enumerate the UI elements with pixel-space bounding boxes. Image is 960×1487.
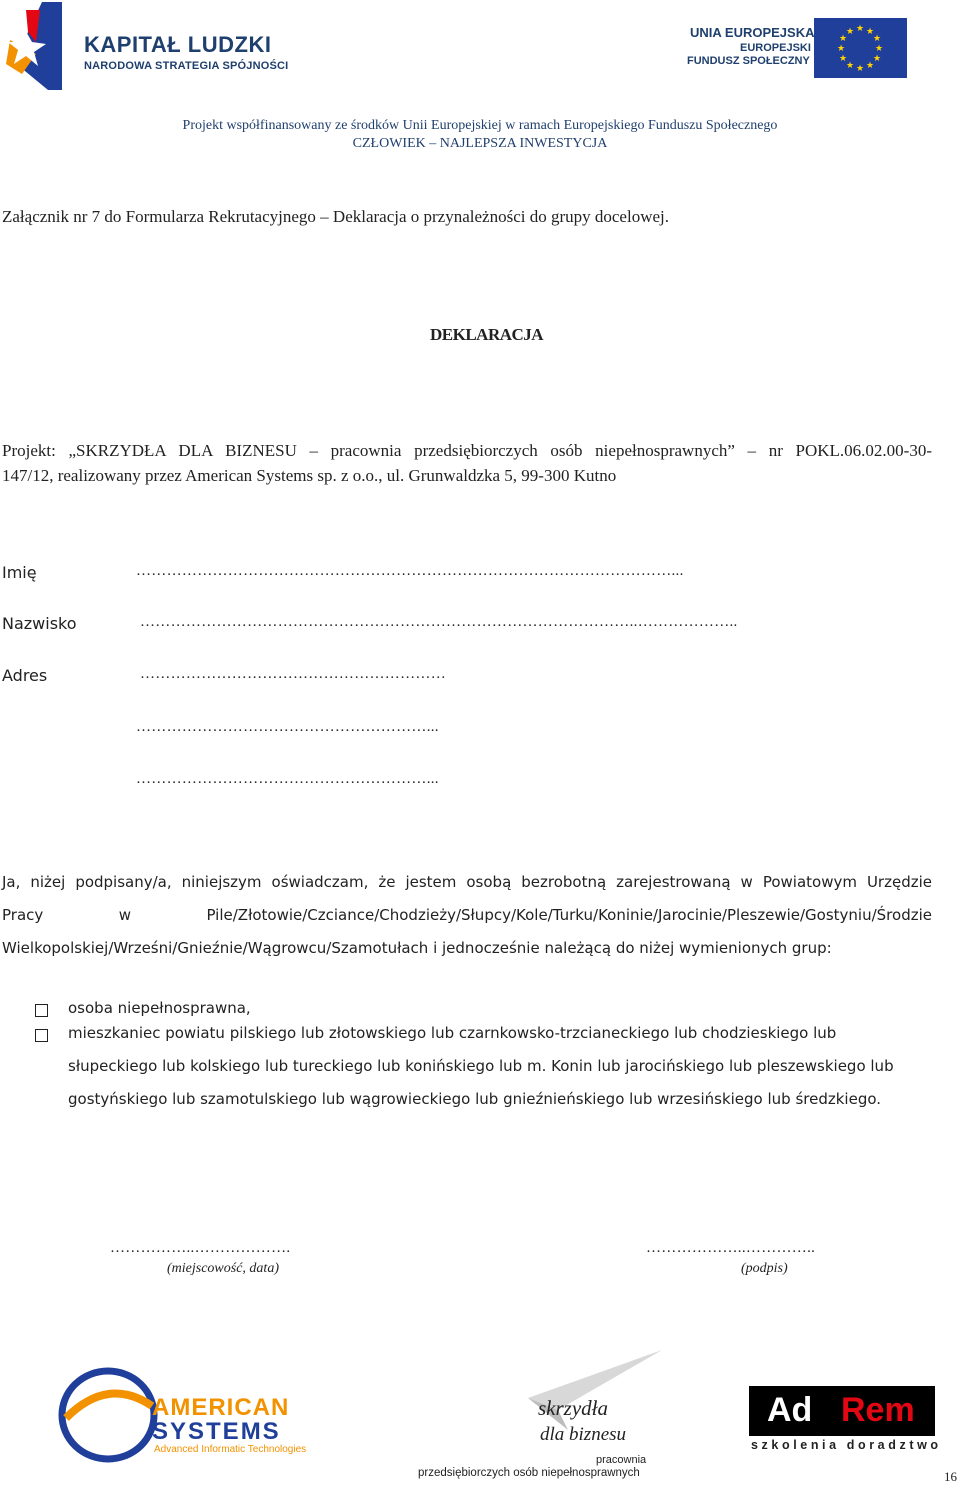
- svg-text:★: ★: [865, 27, 875, 37]
- address-field-line1[interactable]: ……………………………………………………: [140, 666, 446, 682]
- declaration-line1: Ja, niżej podpisany/a, niniejszym oświadczam, że jestem osobą bezrobotną zarejestrowaną w Powiatowym Urzędzie: [2, 873, 932, 891]
- adrem-logo: [749, 1386, 942, 1458]
- surname-field[interactable]: ……………………………………………………………………………………..………………..: [140, 614, 738, 630]
- svg-text:★: ★: [838, 34, 848, 44]
- page-number: 16: [944, 1469, 957, 1484]
- surname-label: Nazwisko: [2, 614, 77, 633]
- eu-line3: FUNDUSZ SPOŁECZNY: [687, 55, 810, 67]
- svg-text:★: ★: [836, 44, 846, 54]
- skrzydla-line4: przedsiębiorczych osób niepełnosprawnych: [418, 1467, 640, 1479]
- option-resident-label-line2: słupeckiego lub kolskiego lub tureckiego lub konińskiego lub m. Konin lub jarocińskiego lub pleszewskiego lub: [68, 1057, 894, 1075]
- option-disabled-checkbox[interactable]: [35, 1004, 48, 1017]
- option-resident-checkbox[interactable]: [35, 1029, 48, 1042]
- american-systems-name1: AMERICAN: [152, 1394, 290, 1421]
- adrem-name-rem: Rem: [841, 1391, 915, 1429]
- svg-text:★: ★: [872, 34, 882, 44]
- name-label: Imię: [2, 563, 37, 582]
- place-date-caption: (miejscowość, data): [167, 1261, 279, 1276]
- declaration-line3: Wielkopolskiej/Wrześni/Gnieźnie/Wągrowcu/Szamotułach i jednocześnie należącą do niżej wymienionych grup:: [2, 939, 832, 957]
- signature-field[interactable]: ………………..…………..: [646, 1240, 816, 1256]
- address-label: Adres: [2, 666, 48, 685]
- adrem-name-ad: Ad: [767, 1391, 822, 1429]
- american-systems-name2: SYSTEMS: [152, 1418, 281, 1445]
- globe-swoosh-icon: [58, 1366, 158, 1464]
- option-disabled-label: osoba niepełnosprawna,: [68, 999, 251, 1017]
- american-systems-logo: [58, 1366, 328, 1464]
- project-line1: Projekt: „SKRZYDŁA DLA BIZNESU – pracownia przedsiębiorczych osób niepełnosprawnych” – nr POKL.06.02.00-30-: [2, 441, 932, 460]
- skrzydla-line2: dla biznesu: [540, 1424, 627, 1445]
- kapital-ludzki-subtitle: NARODOWA STRATEGIA SPÓJNOŚCI: [84, 60, 289, 72]
- eu-line2: EUROPEJSKI: [740, 42, 811, 54]
- american-systems-tagline: Advanced Informatic Technologies: [154, 1444, 307, 1455]
- eu-line1: UNIA EUROPEJSKA: [690, 25, 815, 40]
- skrzydla-line3: pracownia: [596, 1454, 647, 1466]
- svg-text:★: ★: [838, 54, 848, 64]
- kapital-ludzki-logo: [6, 2, 86, 94]
- skrzydla-logo: [418, 1350, 668, 1482]
- eu-flag-icon: [814, 18, 907, 78]
- svg-text:★: ★: [845, 61, 855, 71]
- svg-text:★: ★: [872, 54, 882, 64]
- signature-caption: (podpis): [741, 1261, 788, 1276]
- svg-text:★: ★: [865, 61, 875, 71]
- svg-text:★: ★: [855, 24, 865, 34]
- name-field[interactable]: ……………………………………………………………………………………………...: [136, 563, 684, 579]
- adrem-tagline: szkolenia doradztwo: [751, 1438, 942, 1452]
- option-resident-label-line1: mieszkaniec powiatu pilskiego lub złotowskiego lub czarnkowsko-trzcianeckiego lub chodzieskiego lub: [68, 1024, 837, 1042]
- svg-text:★: ★: [874, 44, 884, 54]
- address-field-line2[interactable]: …………………………………………………...: [136, 719, 439, 735]
- place-date-field[interactable]: ……………..……………….: [110, 1240, 291, 1256]
- cofinancing-line2: CZŁOWIEK – NAJLEPSZA INWESTYCJA: [352, 136, 608, 151]
- skrzydla-line1: skrzydła: [538, 1396, 608, 1420]
- svg-text:★: ★: [855, 64, 865, 74]
- attachment-title: Załącznik nr 7 do Formularza Rekrutacyjnego – Deklaracja o przynależności do grupy docelowej.: [2, 207, 669, 226]
- kapital-ludzki-emblem-icon: [6, 2, 86, 94]
- kapital-ludzki-name: KAPITAŁ LUDZKI: [84, 32, 272, 57]
- address-field-line3[interactable]: …………………………………………………...: [136, 771, 439, 787]
- page-title: DEKLARACJA: [430, 325, 544, 344]
- svg-text:★: ★: [845, 27, 855, 37]
- project-line2: 147/12, realizowany przez American Systems sp. z o.o., ul. Grunwaldzka 5, 99-300 Kutno: [2, 466, 617, 485]
- declaration-line2: Pracy w Pile/Złotowie/Czciance/Chodzieży/Słupcy/Kole/Turku/Koninie/Jarocinie/Pleszewie/Gostyniu/Środzie: [2, 906, 932, 924]
- option-resident-label-line3: gostyńskiego lub szamotulskiego lub wągrowieckiego lub gnieźnieńskiego lub wrzesińskiego lub średzkiego.: [68, 1090, 882, 1108]
- cofinancing-line1: Projekt współfinansowany ze środków Unii Europejskiej w ramach Europejskiego Funduszu Społecznego: [182, 118, 778, 133]
